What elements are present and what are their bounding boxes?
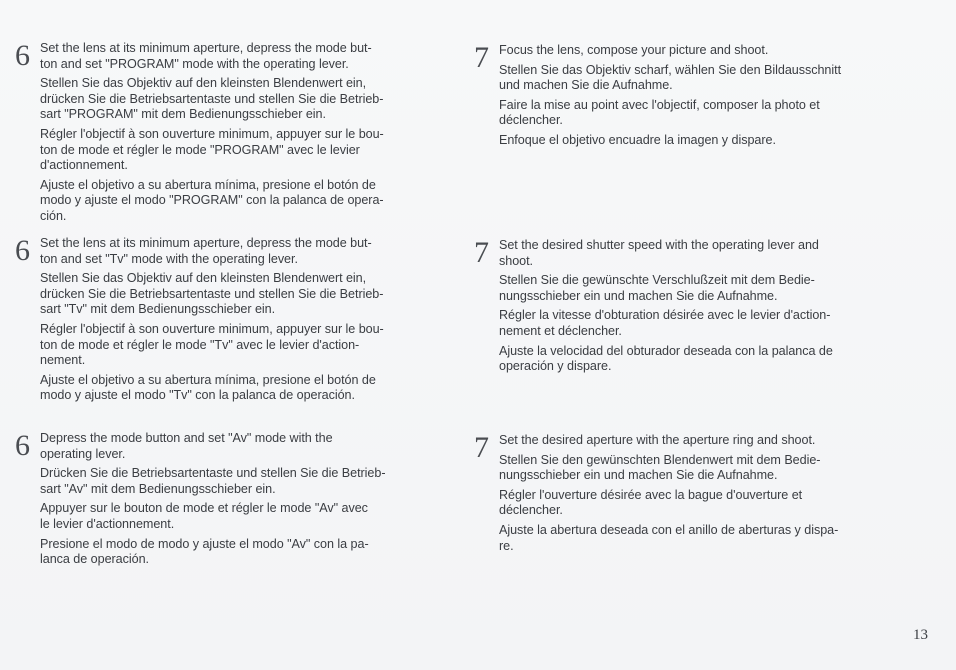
instruction-text <box>499 238 914 375</box>
paragraph-de: Stellen Sie den gewünschten Blendenwert mit dem Bedie- nungsschieber ein und machen Sie die Aufnahme. <box>499 452 821 483</box>
left-section-program <box>15 41 455 229</box>
paragraph-en: Depress the mode button and set "Av" mode with the operating lever. <box>40 431 333 461</box>
paragraph-es: Presione el modo de modo y ajuste el modo "Av" con la pa- lanca de operación. <box>40 536 369 567</box>
instruction-text <box>40 236 455 404</box>
paragraph-fr: Régler l'objectif à son ouverture minimum, appuyer sur le bou- ton de mode et régler le mode "PROGRAM" avec le levier d'actionnement. <box>40 126 384 173</box>
paragraph-de: Stellen Sie das Objektiv auf den kleinsten Blendenwert ein, drücken Sie die Betriebsartentaste und stellen Sie die Betrieb- sart "Tv" mit dem Bedienungsschieber ein. <box>40 271 384 317</box>
paragraph-es: Ajuste la velocidad del obturador deseada con la palanca de operación y dispare. <box>499 343 833 374</box>
paragraph-en: Set the lens at its minimum aperture, depress the mode but- ton and set "Tv" mode with the operating lever. <box>40 236 372 266</box>
paragraph-es: Ajuste la abertura deseada con el anillo de aberturas y dispa- re. <box>499 522 839 553</box>
step-number: 7 <box>474 431 489 464</box>
step-number: 6 <box>15 39 30 72</box>
paragraph-es: Ajuste el objetivo a su abertura mínima, presione el botón de modo y ajuste el modo "Tv" con la palanca de operación. <box>40 372 376 403</box>
step-number: 7 <box>474 236 489 269</box>
paragraph-de: Drücken Sie die Betriebsartentaste und stellen Sie die Betrieb- sart "Av" mit dem Bedienungsschieber ein. <box>40 466 386 496</box>
right-section-tv <box>474 238 914 379</box>
paragraph-fr: Appuyer sur le bouton de mode et régler le mode "Av" avec le levier d'actionnement. <box>40 501 368 531</box>
paragraph-en: Set the desired shutter speed with the operating lever and shoot. <box>499 238 819 268</box>
paragraph-de: Stellen Sie die gewünschte Verschlußzeit mit dem Bedie- nungsschieber ein und machen Sie die Aufnahme. <box>499 273 815 303</box>
instruction-text <box>40 41 455 225</box>
paragraph-fr: Faire la mise au point avec l'objectif, composer la photo et déclencher. <box>499 97 820 128</box>
paragraph-fr: Régler la vitesse d'obturation désirée avec le levier d'action- nement et déclencher. <box>499 308 831 338</box>
right-section-av <box>474 433 914 558</box>
page-number: 13 <box>913 627 928 643</box>
paragraph-en: Set the desired aperture with the aperture ring and shoot. <box>499 433 816 447</box>
instruction-text <box>499 43 914 149</box>
left-section-tv <box>15 236 455 408</box>
left-section-av <box>15 431 455 572</box>
paragraph-de: Stellen Sie das Objektiv auf den kleinsten Blendenwert ein, drücken Sie die Betriebsartentaste und stellen Sie die Betrieb- sart "PROGRAM" mit dem Bedienungsschieber ein. <box>40 76 384 122</box>
instruction-text <box>40 431 455 568</box>
paragraph-es: Ajuste el objetivo a su abertura mínima, presione el botón de modo y ajuste el modo "PROGRAM" con la palanca de opera- ción. <box>40 177 384 223</box>
paragraph-fr: Régler l'ouverture désirée avec la bague d'ouverture et déclencher. <box>499 487 803 518</box>
step-number: 7 <box>474 41 489 74</box>
step-number: 6 <box>15 234 30 267</box>
instruction-text <box>499 433 914 554</box>
step-number: 6 <box>15 429 30 462</box>
paragraph-es: Enfoque el objetivo encuadre la imagen y dispare. <box>499 132 776 147</box>
paragraph-en: Focus the lens, compose your picture and shoot. <box>499 43 769 57</box>
paragraph-en: Set the lens at its minimum aperture, depress the mode but- ton and set "PROGRAM" mode with the operating lever. <box>40 41 372 71</box>
paragraph-fr: Régler l'objectif à son ouverture minimum, appuyer sur le bou- ton de mode et régler le mode "Tv" avec le levier d'action- nement. <box>40 321 384 368</box>
right-section-program <box>474 43 914 153</box>
paragraph-de: Stellen Sie das Objektiv scharf, wählen Sie den Bildausschnitt und machen Sie die Aufnahme. <box>499 62 842 93</box>
